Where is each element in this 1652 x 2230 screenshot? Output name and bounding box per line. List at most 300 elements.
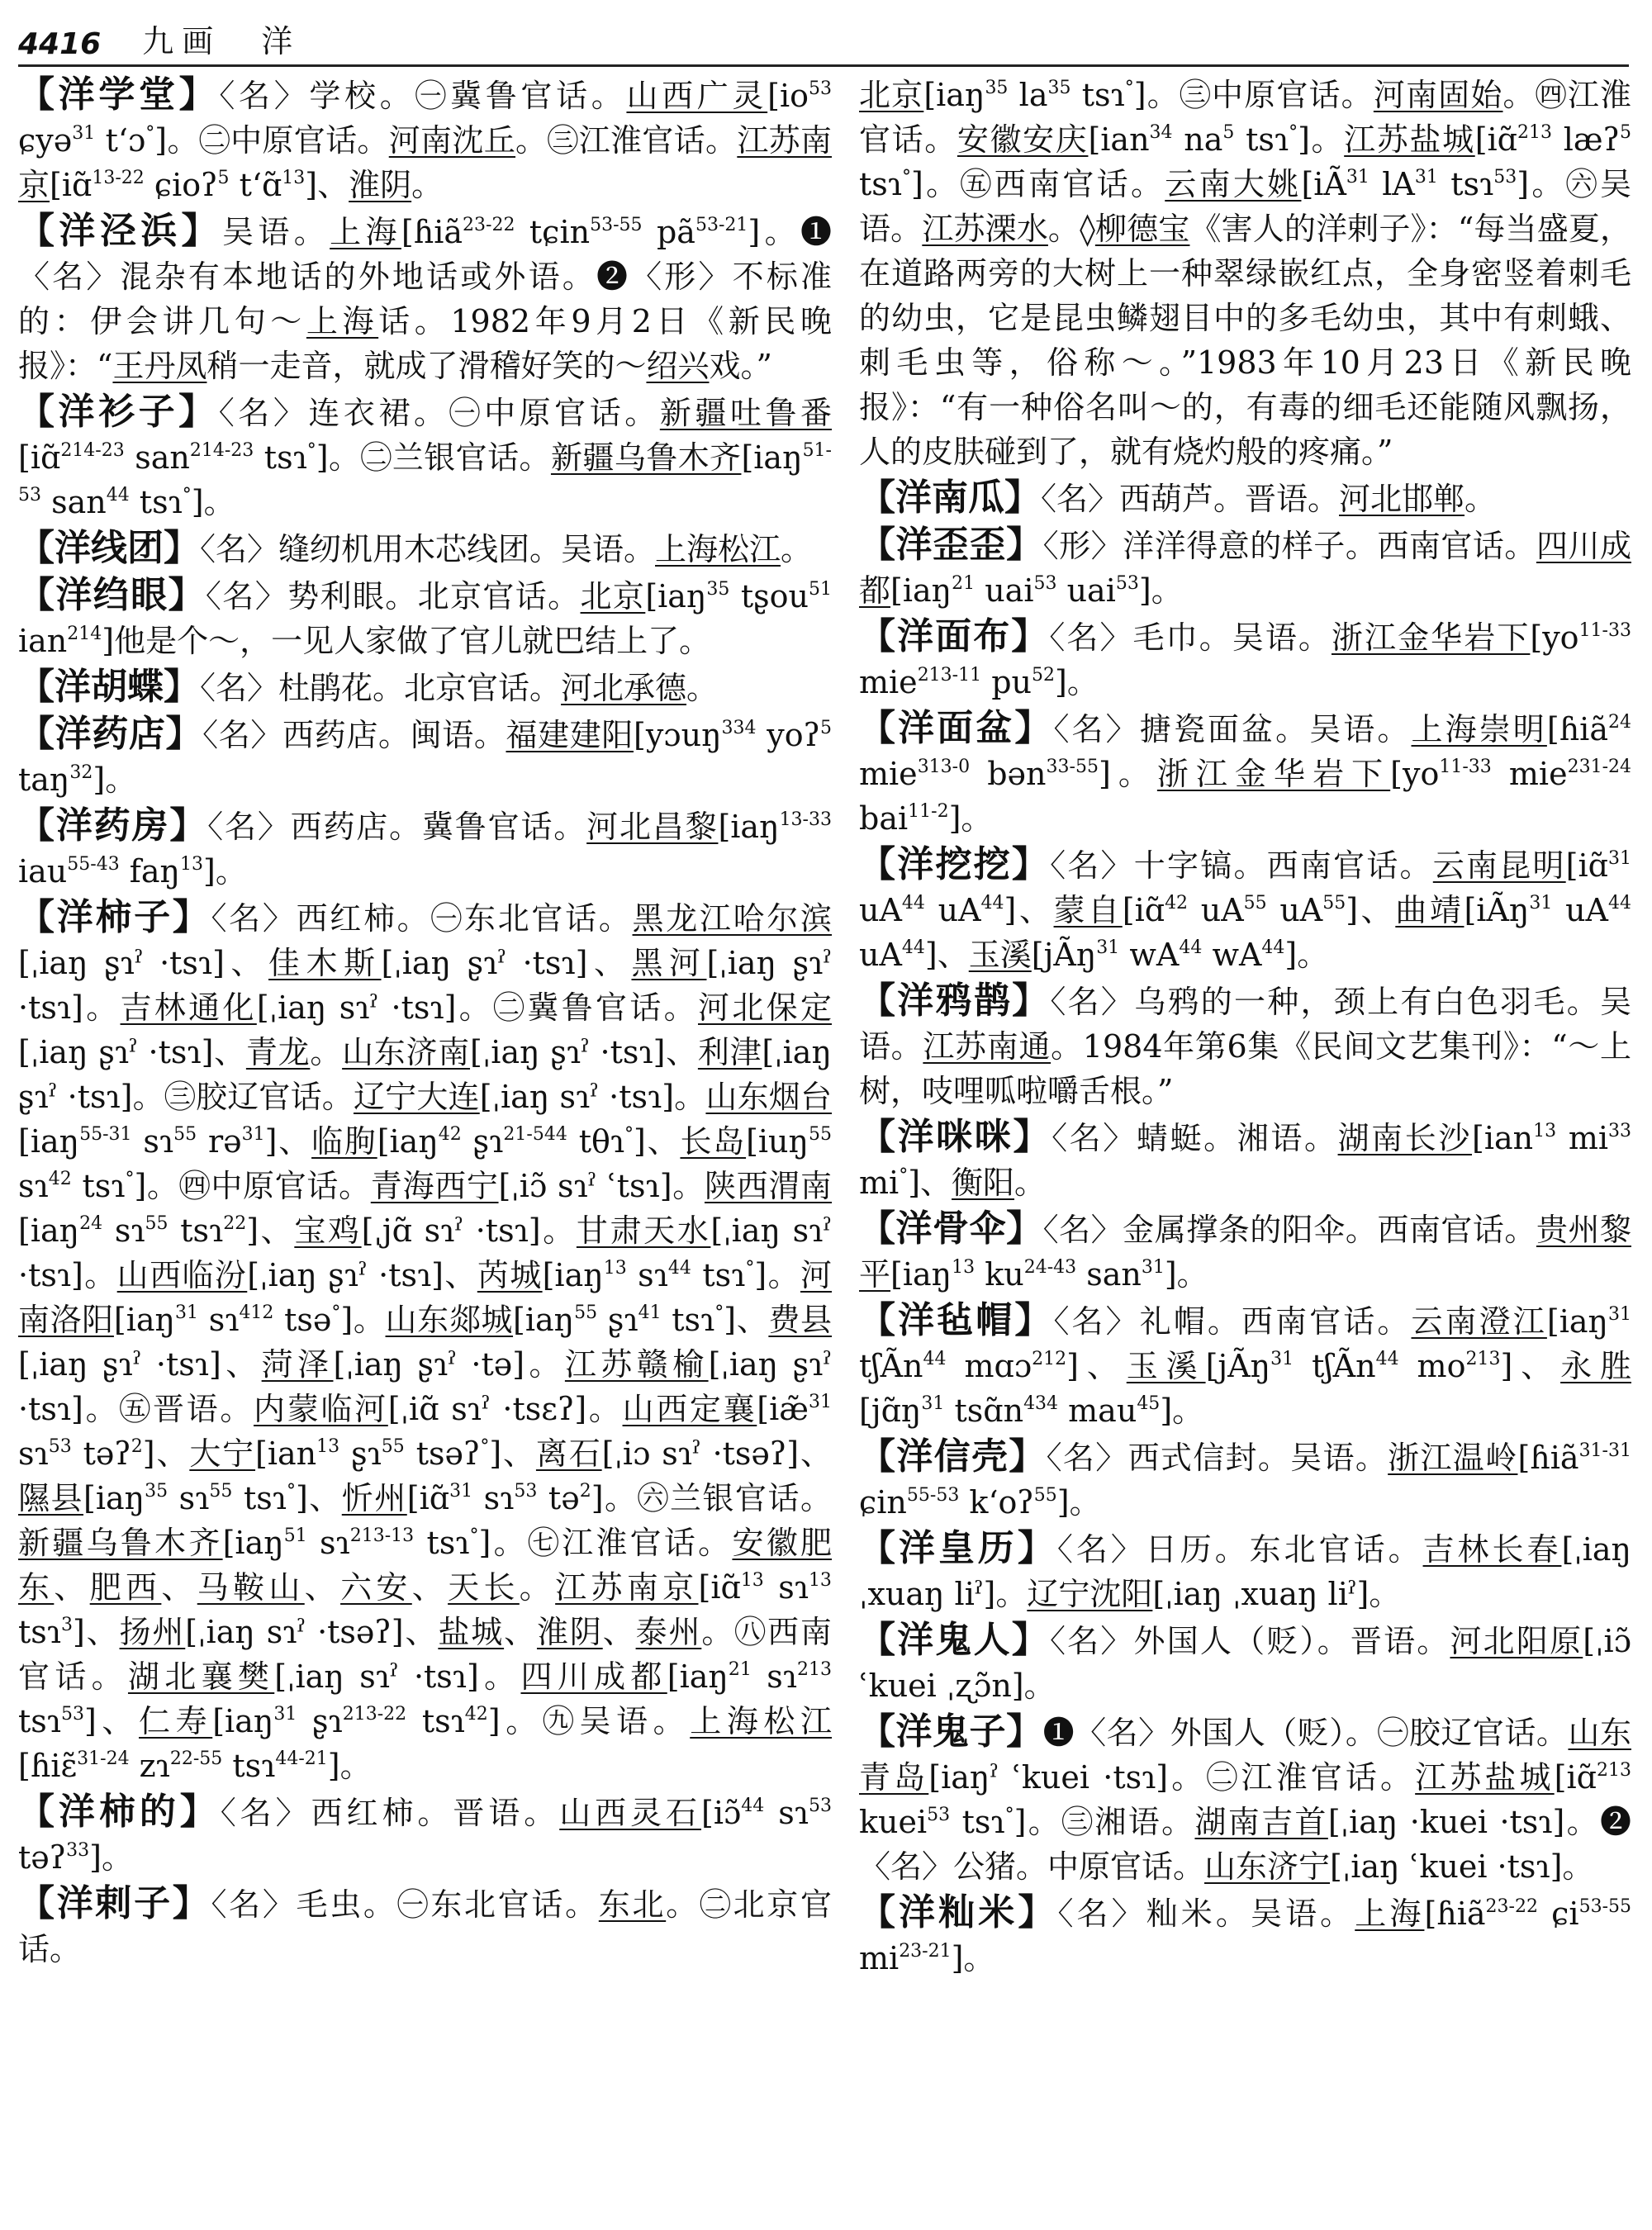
- place-name: 上海松江: [690, 1703, 833, 1739]
- tone-superscript: 2: [131, 1436, 143, 1457]
- place-name: 湖南长沙: [1337, 1120, 1473, 1156]
- tone-superscript: 42: [438, 1124, 462, 1145]
- tone-superscript: 34: [1149, 122, 1173, 143]
- tone-superscript: 55: [381, 1436, 405, 1457]
- place-name: 淮阴: [536, 1614, 603, 1650]
- tone-superscript: 23-22: [1485, 1896, 1538, 1917]
- place-name: 河北昌黎: [586, 809, 719, 845]
- entry-definition: 〈名〉搪瓷面盆。吴语。上海崇明[ɦiã$^{24}$ mie$^{313-0}$ bən$^{33-55}$]。浙江金华岩下[$yo^{11-33}$ mie$^{231-24}$ bai$^{11-2}$]。: [859, 711, 1631, 837]
- tone-superscript: °: [182, 485, 192, 505]
- place-name: 衡阳: [952, 1165, 1015, 1201]
- tone-superscript: 13: [1533, 1121, 1557, 1141]
- place-name: 河北邯郸: [1339, 481, 1465, 517]
- place-name: 浙江金华岩下: [1331, 619, 1531, 656]
- entry-definition: 〈名〉杜鹃花。北京官话。河北承德。: [200, 670, 719, 706]
- tone-superscript: 21-544: [503, 1124, 567, 1145]
- tone-superscript: °: [286, 1481, 296, 1502]
- place-name: 隰县: [18, 1480, 83, 1516]
- tone-superscript: 55: [173, 1124, 197, 1145]
- place-name: 新疆乌鲁木齐: [550, 439, 742, 476]
- tone-superscript: 23-21: [899, 1941, 952, 1962]
- place-name: 云南昆明: [1432, 847, 1566, 884]
- entry-headword: 【洋剌子】: [18, 1882, 211, 1924]
- entry-headword: 【洋衫子】: [18, 391, 219, 433]
- tone-superscript: 53: [1115, 573, 1139, 594]
- entry-headword: 【洋面布】: [859, 615, 1050, 657]
- tone-superscript: °: [469, 1525, 479, 1546]
- dictionary-entry: [18, 526, 832, 572]
- tone-superscript: °: [1004, 1805, 1014, 1825]
- place-name: 吉林通化: [120, 989, 257, 1026]
- tone-superscript: °: [714, 1302, 724, 1323]
- dictionary-entry: [859, 706, 1631, 841]
- place-name: 长岛: [680, 1123, 747, 1160]
- entry-definition: 〈名〉西式信封。吴语。浙江温岭[ɦiã$^{31-31}$ ɕin$^{55-53}$ kʻoʔ$^{55}$]。: [859, 1440, 1631, 1521]
- entry-headword: 【洋线团】: [18, 527, 200, 569]
- place-name: 山东烟台: [705, 1079, 832, 1115]
- place-name: 甘肃天水: [576, 1212, 711, 1249]
- tone-superscript: 33: [1608, 1121, 1632, 1141]
- place-name: 山西临汾: [116, 1257, 248, 1293]
- entry-definition: 〈名〉日历。东北官话。吉林长春[ˌiaŋ ˌxuaŋ liˀ]。辽宁沈阳[ˌiaŋ ˌxuaŋ liˀ]。: [859, 1531, 1631, 1612]
- tone-superscript: 213: [1596, 1760, 1631, 1781]
- place-name: 山东郯城: [385, 1302, 514, 1338]
- tone-superscript: 32: [69, 762, 93, 783]
- place-name: 黑河: [631, 945, 707, 981]
- tone-superscript: 53: [60, 1704, 84, 1725]
- entry-definition: 〈名〉学校。㊀冀鲁官话。山西广灵[$io^{53}$ ɕyə$^{31}$ tʻɔ°]。㊁中原官话。河南沈丘。㊂江淮官话。江苏南京[iɑ̃$^{13-22}$ ɕioʔ$^5$ tʻɑ̃$^{13}$]、淮阴。: [18, 78, 832, 203]
- place-name: 浙江金华岩下: [1156, 756, 1391, 792]
- dictionary-entry: [859, 614, 1631, 705]
- tone-superscript: 214-23: [60, 440, 125, 461]
- tone-superscript: 434: [1023, 1393, 1059, 1414]
- entry-headword: 【洋柿的】: [18, 1791, 221, 1833]
- tone-superscript: 13: [603, 1258, 627, 1279]
- tone-superscript: 53-55: [590, 215, 643, 235]
- place-name: 河南固始: [1373, 77, 1503, 113]
- entry-definition: 〈名〉蜻蜓。湘语。湖南长沙[ian$^{13}$ $mi^{33}$ mi°]、衡阳。: [859, 1120, 1632, 1201]
- tone-superscript: 22-55: [169, 1748, 223, 1769]
- place-name: 青海西宁: [370, 1168, 499, 1204]
- tone-superscript: 53: [809, 1796, 832, 1816]
- place-name: 玉溪: [968, 937, 1032, 973]
- entry-headword: 【洋鸦鹊】: [859, 980, 1051, 1022]
- tone-superscript: 51-53: [18, 440, 832, 505]
- tone-superscript: 213-13: [349, 1525, 415, 1546]
- dictionary-entry: [859, 1298, 1631, 1433]
- tone-superscript: 44: [106, 485, 130, 505]
- tone-superscript: 31-31: [1578, 1440, 1631, 1461]
- entry-headword: 【洋药房】: [18, 804, 208, 847]
- place-name: 河北阳原: [1450, 1623, 1583, 1659]
- continued-entry-text: 北京[iaŋ$^{35}$ $la^{35}$ tsɿ°]。㊂中原官话。河南固始。㊃江淮官话。安徽安庆[ian$^{34}$ $na^5$ tsɿ°]。江苏盐城[iɑ̃$^{213}$ læʔ$^5$ tsɿ°]。㊄西南官话。云南大姚[$iÃ^{31}$ $lA^{31}$ tsɿ$^{53}$]。㊅吴语。江苏溧水。◊柳德宝《害人的洋剌子》：“每当盛夏，在道路两旁的大树上一种翠绿嵌红点，全身密竖着刺毛的幼虫，它是昆虫鳞翅目中的多毛幼虫，其中有刺蛾、刺毛虫等，俗称～。”1983年10月23日《新民晚报》：“有一种俗名叫～的，有毒的细毛还能随风飘扬，人的皮肤碰到了，就有烧灼般的疼痛。”: [859, 77, 1631, 470]
- tone-superscript: 53-21: [695, 215, 748, 235]
- dictionary-entry: [18, 209, 832, 388]
- entry-definition: 〈名〉籼米。吴语。上海[ɦiã$^{23-22}$ ɕi$^{53-55}$ $mi^{23-21}$]。: [859, 1896, 1631, 1976]
- tone-superscript: 44: [980, 893, 1004, 913]
- tone-superscript: °: [745, 1258, 755, 1279]
- dictionary-entry: [859, 1115, 1631, 1205]
- entry-headword: 【洋绉眼】: [18, 574, 206, 616]
- place-name: 扬州: [119, 1614, 186, 1650]
- entry-definition: 〈名〉西葫芦。晋语。河北邯郸。: [1041, 481, 1497, 517]
- tone-superscript: 213: [1465, 1349, 1501, 1369]
- entry-headword: 【洋信壳】: [859, 1435, 1047, 1478]
- place-name: 六安: [340, 1569, 412, 1606]
- left-column: [18, 73, 832, 1973]
- tone-superscript: 55-43: [67, 854, 120, 875]
- tone-superscript: 5: [1222, 122, 1235, 143]
- place-name: 江苏盐城: [1344, 121, 1475, 158]
- tone-superscript: 31: [175, 1302, 199, 1323]
- tone-superscript: 24: [79, 1213, 103, 1234]
- dictionary-entry: [859, 842, 1631, 977]
- tone-superscript: 21: [728, 1659, 752, 1680]
- tone-superscript: 31: [1414, 167, 1438, 187]
- dictionary-entry: [18, 1881, 832, 1971]
- place-name: 淮阴: [349, 167, 412, 203]
- tone-superscript: 55-31: [79, 1124, 132, 1145]
- dictionary-entry: [18, 1790, 832, 1880]
- place-name: 陕西渭南: [704, 1168, 833, 1204]
- tone-superscript: 44: [1261, 937, 1285, 958]
- tone-superscript: 44: [1607, 893, 1631, 913]
- entry-definition: 〈名〉连衣裙。㊀中原官话。新疆吐鲁番[iɑ̃$^{214-23}$ san$^{214-23}$ tsɿ°]。㊁兰银官话。新疆乌鲁木齐[iaŋ$^{51-53}$ san$^{44}$ tsɿ°]。: [18, 395, 832, 520]
- tone-superscript: 31: [1529, 893, 1553, 913]
- tone-superscript: 42: [48, 1169, 72, 1189]
- place-name: 北京: [859, 77, 924, 113]
- tone-superscript: 31: [273, 1704, 297, 1725]
- place-name: 新疆乌鲁木齐: [18, 1525, 223, 1561]
- tone-superscript: 55: [1033, 1485, 1057, 1506]
- tone-superscript: 5: [217, 168, 230, 188]
- entry-headword: 【洋南瓜】: [859, 477, 1041, 519]
- tone-superscript: 55: [574, 1302, 598, 1323]
- tone-superscript: 44: [667, 1258, 691, 1279]
- place-name: 盐城: [438, 1614, 505, 1650]
- tone-superscript: 31: [809, 1392, 832, 1412]
- tone-superscript: 35: [985, 78, 1009, 98]
- place-name: 天长: [448, 1569, 520, 1606]
- entry-definition: 〈名〉势利眼。北京官话。北京[iaŋ$^{35}$ tʂou$^{51}$ ian$^{214}$]他是个～，一见人家做了官儿就巴结上了。: [18, 578, 833, 659]
- entry-headword: 【洋药店】: [18, 713, 203, 755]
- entry-definition: 〈名〉十字镐。西南官话。云南昆明[iɑ̃$^{31}$ $uA^{44}$ $uA^{44}$]、蒙自[iɑ̃$^{42}$ $uA^{55}$ $uA^{55}$]、曲靖[iÃŋ$^{31}$ $uA^{44}$ $uA^{44}$]、玉溪[jÃŋ$^{31}$ $wA^{44}$ $wA^{44}$]。: [859, 847, 1631, 973]
- tone-superscript: 13-33: [779, 809, 832, 830]
- place-name: 北京: [580, 578, 646, 614]
- tone-superscript: 55: [1322, 893, 1346, 913]
- tone-superscript: 44: [901, 893, 925, 913]
- entry-headword: 【洋挖挖】: [859, 843, 1051, 885]
- place-name: 上海松江: [655, 531, 781, 567]
- tone-superscript: 53: [1033, 573, 1057, 594]
- tone-superscript: 44: [923, 1349, 947, 1369]
- place-name: 大宁: [189, 1435, 256, 1472]
- tone-superscript: 42: [464, 1704, 488, 1725]
- entry-definition: 〈名〉金属撑条的阳伞。西南官话。贵州黎平[iaŋ$^{13}$ $ku^{24-43}$ san$^{31}$]。: [859, 1212, 1631, 1293]
- place-name: 山西广灵: [626, 78, 768, 114]
- place-name: 山东济南: [342, 1034, 471, 1070]
- place-name: 临朐: [311, 1123, 377, 1160]
- tone-superscript: 55: [809, 1124, 833, 1145]
- tone-superscript: °: [480, 1436, 490, 1457]
- tone-superscript: 41: [638, 1302, 662, 1323]
- tone-superscript: 52: [1032, 665, 1055, 686]
- place-name: 安徽安庆: [957, 121, 1089, 158]
- tone-superscript: 55: [1243, 893, 1267, 913]
- dictionary-entry: [18, 73, 832, 207]
- place-name: 玉溪: [1126, 1348, 1206, 1384]
- tone-superscript: 13-22: [92, 168, 145, 188]
- place-name: 江苏南京: [555, 1569, 699, 1606]
- tone-superscript: 53: [48, 1436, 72, 1457]
- tone-superscript: 31: [921, 1393, 945, 1414]
- tone-superscript: 45: [1137, 1393, 1161, 1414]
- tone-superscript: 42: [1165, 893, 1189, 913]
- place-name: 蒙自: [1053, 892, 1123, 928]
- place-name: 泰州: [635, 1614, 702, 1650]
- place-name: 上海崇明: [1411, 711, 1547, 747]
- entry-definition: 〈名〉礼帽。西南官话。云南澄江[iaŋ$^{31}$ tʃÃn$^{44}$ mɑɔ$^{212}$]、玉溪[jÃŋ$^{31}$ tʃÃn$^{44}$ $mo^{213}$]、永胜[$jɑ̃ŋ^{31}$ $tsɑ̃n^{434}$ mau$^{45}$]。: [859, 1303, 1631, 1429]
- entry-headword: 【洋柿子】: [18, 896, 211, 938]
- tone-superscript: 44: [1375, 1349, 1399, 1369]
- tone-superscript: 2: [579, 1481, 591, 1502]
- tone-superscript: 24-43: [1023, 1257, 1077, 1278]
- tone-superscript: °: [899, 1165, 909, 1186]
- tone-superscript: 231-24: [1567, 757, 1631, 777]
- dictionary-entry: [859, 523, 1631, 613]
- tone-superscript: °: [306, 440, 316, 461]
- place-name: 河南沈丘: [388, 122, 516, 159]
- place-name: 吉林长春: [1422, 1531, 1562, 1568]
- entry-headword: 【洋歪歪】: [859, 524, 1043, 566]
- page-number: 4416: [18, 27, 102, 61]
- place-name: 云南大姚: [1165, 166, 1302, 202]
- tone-superscript: °: [624, 1124, 634, 1145]
- tone-superscript: 31: [1141, 1257, 1165, 1278]
- dictionary-entry: [859, 1618, 1631, 1708]
- place-name: 浙江温岭: [1388, 1440, 1518, 1476]
- place-name: 河北承德: [561, 670, 687, 706]
- tone-superscript: 13: [282, 168, 306, 188]
- place-name: 四川成都: [859, 528, 1631, 609]
- place-name: 湖北襄樊: [127, 1658, 275, 1695]
- tone-superscript: 214: [67, 624, 102, 644]
- place-name: 辽宁大连: [353, 1079, 480, 1115]
- entry-headword: 【洋皇历】: [859, 1527, 1057, 1569]
- tone-superscript: 53: [514, 1481, 538, 1502]
- tone-superscript: 44: [901, 937, 925, 958]
- tone-superscript: 31-24: [77, 1748, 130, 1769]
- place-name: 内蒙临河: [254, 1391, 388, 1427]
- place-name: 肥西: [89, 1569, 162, 1606]
- tone-superscript: 214-23: [189, 440, 254, 461]
- place-name: 辽宁沈阳: [1027, 1576, 1153, 1612]
- place-name: 上海: [1355, 1896, 1425, 1932]
- entry-headword: 【洋面盆】: [859, 707, 1054, 749]
- place-name: 四川成都: [520, 1658, 667, 1695]
- place-name: 绍兴: [646, 348, 710, 384]
- place-name: 柳德宝: [1094, 211, 1190, 247]
- dictionary-entry: [859, 1435, 1631, 1525]
- tone-superscript: 35: [145, 1481, 169, 1502]
- place-name: 江苏盐城: [1415, 1759, 1555, 1796]
- dictionary-entry: [18, 804, 832, 894]
- entry-headword: 【洋毡帽】: [859, 1299, 1054, 1341]
- place-name: 上海: [330, 214, 401, 250]
- entry-headword: 【洋籼米】: [859, 1891, 1058, 1933]
- tone-superscript: 11-33: [1439, 757, 1492, 777]
- place-name: 新疆吐鲁番: [659, 395, 832, 431]
- tone-superscript: °: [125, 1169, 135, 1189]
- dictionary-entry: [859, 1891, 1631, 1981]
- entry-definition: 〈名〉缝纫机用木芯线团。吴语。上海松江。: [200, 531, 813, 567]
- tone-superscript: 13: [740, 1570, 764, 1591]
- entry-definition: 〈名〉西药店。闽语。福建建阳[yɔuŋ$^{334}$ yoʔ$^5$ taŋ$^{32}$]。: [18, 717, 832, 798]
- entry-headword: 【洋鬼人】: [859, 1619, 1050, 1661]
- tone-superscript: 213: [796, 1659, 832, 1680]
- tone-superscript: 44: [1179, 937, 1203, 958]
- page-header: [18, 7, 1629, 67]
- place-name: 忻州: [341, 1480, 407, 1516]
- tone-superscript: 22: [223, 1213, 247, 1234]
- entry-headword: 【洋泾浜】: [18, 210, 222, 252]
- entry-definition: 〈名〉外国人（贬）。晋语。河北阳原[ˌiɔ̃ ʿkuei ˌʐɔ̃n]。: [859, 1623, 1631, 1704]
- tone-superscript: °: [331, 1302, 341, 1323]
- tone-superscript: 31: [1346, 167, 1370, 187]
- tone-superscript: 53: [1493, 167, 1517, 187]
- place-name: 福建建阳: [506, 717, 634, 753]
- tone-superscript: 11-2: [908, 801, 949, 822]
- entry-definition: 〈名〉毛巾。吴语。浙江金华岩下[$yo^{11-33}$ mie$^{213-11}$ $pu^{52}$]。: [859, 619, 1631, 700]
- tone-superscript: 33: [66, 1840, 90, 1861]
- tone-superscript: 44: [741, 1796, 765, 1816]
- place-name: 湖南吉首: [1194, 1804, 1328, 1840]
- place-name: 江苏溧水: [922, 211, 1048, 247]
- dictionary-entry: [859, 1526, 1631, 1616]
- tone-superscript: °: [1124, 78, 1134, 98]
- place-name: 山西定襄: [622, 1391, 757, 1427]
- tone-superscript: 313-0: [917, 757, 971, 777]
- tone-superscript: 31: [1096, 937, 1120, 958]
- tone-superscript: 53-55: [1578, 1896, 1631, 1917]
- entry-definition: 〈名〉西红柿。㊀东北官话。黑龙江哈尔滨[ˌiaŋ ʂɿˀ ·tsɿ]、佳木斯[ˌiaŋ ʂɿˀ ·tsɿ]、黑河[ˌiaŋ ʂɿˀ ·tsɿ]。吉林通化[ˌiaŋ sɿˀ ·tsɿ]。㊁冀鲁官话。河北保定[ˌiaŋ ʂɿˀ ·tsɿ]、青龙。山东济南[ˌiaŋ ʂɿˀ ·tsɿ]、利津[ˌiaŋ ʂɿˀ ·tsɿ]。㊂胶辽官话。辽宁大连[ˌiaŋ sɿˀ ·tsɿ]。山东烟台[iaŋ$^{55-31}$ sɿ$^{55}$ rə$^{31}$]、临朐[iaŋ$^{42}$ ʂɿ$^{21-544}$ tθɿ°]、长岛[iuŋ$^{55}$ sɿ$^{42}$ tsɿ°]。㊃中原官话。青海西宁[ˌiɔ̃ sɿˀ ʿtsɿ]。陕西渭南[iaŋ$^{24}$ sɿ$^{55}$ tsɿ$^{22}$]、宝鸡[ˌjɑ̃ sɿˀ ·tsɿ]。甘肃天水[ˌiaŋ sɿˀ ·tsɿ]。山西临汾[ˌiaŋ ʂɿˀ ·tsɿ]、芮城[iaŋ$^{13}$ sɿ$^{44}$ tsɿ°]。河南洛阳[iaŋ$^{31}$ sɿ$^{412}$ tsə°]。山东郯城[iaŋ$^{55}$ ʂɿ$^{41}$ tsɿ°]、费县[ˌiaŋ ʂɿˀ ·tsɿ]、菏泽[ˌiaŋ ʂɿˀ ·tə]。江苏赣榆[ˌiaŋ ʂɿˀ ·tsɿ]。㊄晋语。内蒙临河[ˌiɑ̃ sɿˀ ·tsɛʔ]。山西定襄[iæ̃$^{31}$ sɿ$^{53}$ təʔ$^2$]、大宁[ian$^{13}$ ʂɿ$^{55}$ tsəʔ°]、离石[ˌiɔ sɿˀ ·tsəʔ]、隰县[iaŋ$^{35}$ sɿ$^{55}$ tsɿ°]、忻州[iɑ̃$^{31}$ sɿ$^{53}$ tə$^2$]。㊅兰银官话。新疆乌鲁木齐[iaŋ$^{51}$ sɿ$^{213-13}$ tsɿ°]。㊆江淮官话。安徽肥东、肥西、马鞍山、六安、天长。江苏南京[iɑ̃$^{13}$ sɿ$^{13}$ tsɿ$^3$]、扬州[ˌiaŋ sɿˀ ·tsəʔ]、盐城、淮阴、泰州。㊇西南官话。湖北襄樊[ˌiaŋ sɿˀ ·tsɿ]。四川成都[iaŋ$^{21}$ sɿ$^{213}$ tsɿ$^{53}$]、仁寿[iaŋ$^{31}$ ʂɿ$^{213-22}$ tsɿ$^{42}$]。㊈吴语。上海松江[ɦiɛ̃$^{31-24}$ zɿ$^{22-55}$ tsɿ$^{44-21}$]。: [18, 900, 833, 1784]
- place-name: 芮城: [477, 1257, 543, 1293]
- entry-definition: 吴语。上海[ɦiã$^{23-22}$ tɕin$^{53-55}$ $pã^{53-21}$]。❶〈名〉混杂有本地话的外地话或外语。❷〈形〉不标准的：伊会讲几句～上海话。1982年9月2日《新民晚报》：“王丹凤稍一走音，就成了滑稽好笑的～绍兴戏。”: [18, 214, 832, 384]
- header-title: 九画 洋: [142, 23, 301, 59]
- tone-superscript: 53: [927, 1805, 951, 1825]
- place-name: 离石: [535, 1435, 602, 1472]
- tone-superscript: 334: [721, 718, 757, 738]
- tone-superscript: 213-11: [917, 665, 982, 686]
- tone-superscript: 55-53: [906, 1485, 960, 1506]
- tone-superscript: 53: [809, 78, 832, 99]
- tone-superscript: 11-33: [1578, 620, 1631, 641]
- tone-superscript: 3: [60, 1615, 73, 1635]
- tone-superscript: 13: [316, 1436, 340, 1457]
- right-column: [859, 73, 1631, 1982]
- tone-superscript: 13: [180, 854, 203, 875]
- tone-superscript: 55: [145, 1213, 169, 1234]
- tone-superscript: 31: [1607, 848, 1631, 869]
- entry-definition: 〈形〉洋洋得意的样子。西南官话。四川成都[iaŋ$^{21}$ uai$^{53}$ uai$^{53}$]。: [859, 528, 1631, 609]
- entry-definition: 〈名〉乌鸦的一种，颈上有白色羽毛。吴语。江苏南通。1984年第6集《民间文艺集刊》：“～上树，吱哩呱啦嚼舌根。”: [859, 984, 1632, 1109]
- entry-headword: 【洋鬼子】: [859, 1710, 1043, 1753]
- dictionary-entry: [859, 476, 1631, 521]
- place-name: 王丹凤: [112, 348, 207, 384]
- place-name: 山西灵石: [559, 1795, 701, 1831]
- dictionary-entry: [859, 1207, 1631, 1297]
- entry-headword: 【洋骨伞】: [859, 1208, 1043, 1250]
- place-name: 马鞍山: [197, 1569, 305, 1606]
- tone-superscript: 13: [808, 1570, 832, 1591]
- tone-superscript: 31: [1270, 1349, 1294, 1369]
- place-name: 佳木斯: [268, 945, 382, 981]
- dictionary-entry: [18, 895, 832, 1788]
- tone-superscript: 13: [952, 1257, 976, 1278]
- place-name: 云南澄江: [1411, 1303, 1547, 1340]
- place-name: 河北保定: [698, 989, 832, 1026]
- place-name: 山东青岛: [859, 1715, 1631, 1796]
- dictionary-entry: [18, 665, 832, 710]
- tone-superscript: 21: [952, 573, 976, 594]
- entry-headword: 【洋胡蝶】: [18, 666, 200, 708]
- place-name: 江苏赣榆: [564, 1346, 709, 1383]
- tone-superscript: 35: [1047, 78, 1071, 98]
- place-name: 曲靖: [1395, 892, 1464, 928]
- place-name: 利津: [697, 1034, 762, 1070]
- place-name: 江苏南通: [923, 1028, 1051, 1065]
- entry-headword: 【洋学堂】: [18, 74, 220, 116]
- tone-superscript: °: [901, 167, 911, 187]
- tone-superscript: 51: [809, 579, 833, 600]
- place-name: 贵州黎平: [859, 1212, 1631, 1293]
- tone-superscript: 55: [209, 1481, 233, 1502]
- entry-definition: 〈名〉西红柿。晋语。山西灵石[iɔ̃$^{44}$ sɿ$^{53}$ təʔ$^{33}$]。: [18, 1795, 832, 1876]
- place-name: 青龙: [245, 1034, 311, 1070]
- place-name: 山东济宁: [1204, 1848, 1331, 1885]
- dictionary-entry: [18, 712, 832, 802]
- tone-superscript: 31: [449, 1481, 473, 1502]
- tone-superscript: 31: [72, 123, 96, 144]
- tone-superscript: 213: [1517, 122, 1553, 143]
- tone-superscript: 35: [706, 579, 730, 600]
- tone-superscript: 31: [1607, 1304, 1631, 1325]
- tone-superscript: °: [145, 123, 155, 144]
- entry-headword: 【洋咪咪】: [859, 1116, 1052, 1158]
- tone-superscript: 33-55: [1046, 757, 1099, 777]
- entry-definition: 〈名〉西药店。冀鲁官话。河北昌黎[iaŋ$^{13-33}$ iau$^{55-43}$ faŋ$^{13}$]。: [18, 809, 832, 890]
- entry-definition: ❶〈名〉外国人（贬）。㊀胶辽官话。山东青岛[iaŋˀ ʿkuei ·tsɿ]。㊁江淮官话。江苏盐城[iɑ̃$^{213}$ kuei$^{53}$ tsɿ°]。㊂湘语。湖南吉首[ˌiaŋ ·kuei ·tsɿ]。❷〈名〉公猪。中原官话。山东济宁[ˌiaŋ ʿkuei ·tsɿ]。: [859, 1715, 1632, 1885]
- place-name: 仁寿: [139, 1703, 213, 1739]
- dictionary-entry: [18, 573, 832, 663]
- tone-superscript: 212: [1032, 1349, 1067, 1369]
- place-name: 安徽肥东: [18, 1525, 832, 1606]
- place-name: 费县: [768, 1302, 832, 1338]
- place-name: 宝鸡: [294, 1212, 362, 1249]
- place-name: 永胜: [1560, 1348, 1631, 1384]
- tone-superscript: 24: [1607, 712, 1631, 733]
- tone-superscript: 23-22: [463, 215, 515, 235]
- dictionary-entry: [859, 979, 1631, 1113]
- place-name: 江苏南京: [18, 122, 832, 203]
- place-name: 上海: [306, 303, 379, 339]
- tone-superscript: 51: [283, 1525, 307, 1546]
- dictionary-entry: [18, 390, 832, 524]
- tone-superscript: 5: [819, 718, 832, 738]
- tone-superscript: 5: [1619, 122, 1631, 143]
- place-name: 河南洛阳: [18, 1257, 832, 1338]
- place-name: 菏泽: [261, 1346, 334, 1383]
